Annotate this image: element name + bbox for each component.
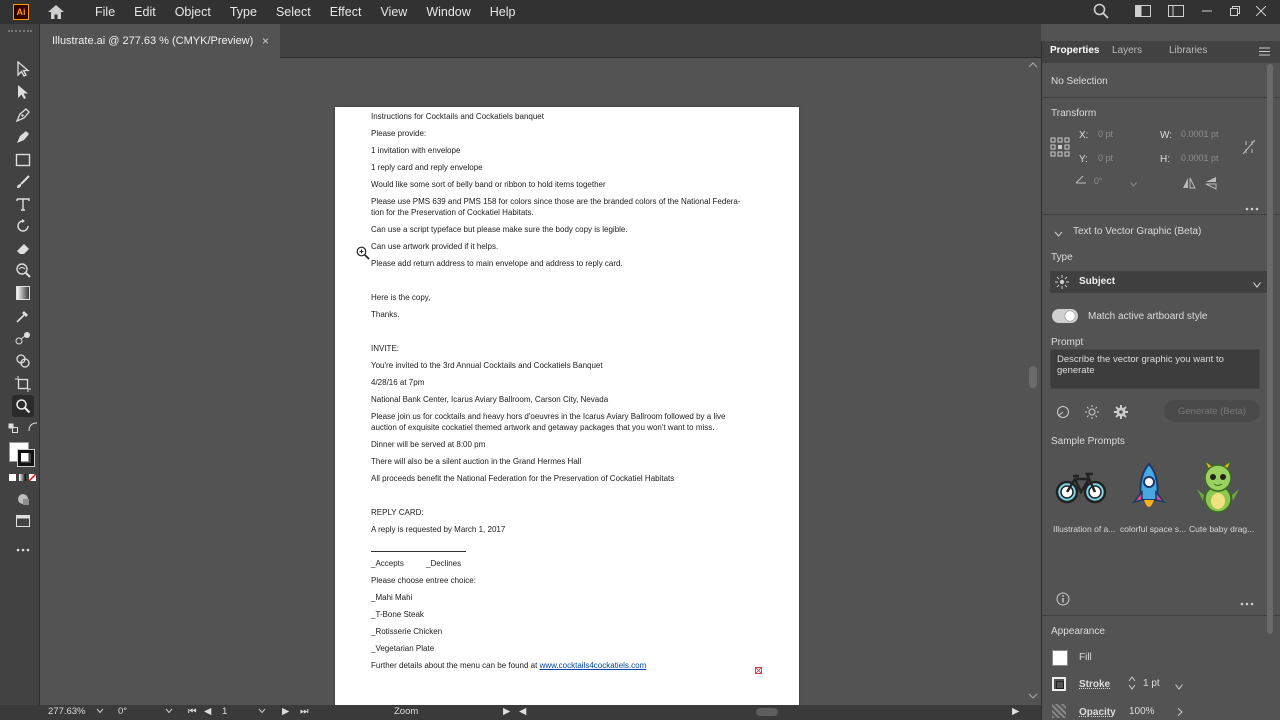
y-label: Y: xyxy=(1079,154,1088,165)
search-icon[interactable] xyxy=(1093,3,1109,22)
h-field[interactable]: 0.0001 pt xyxy=(1181,153,1219,163)
sample-prompt-bicycle[interactable] xyxy=(1053,461,1109,517)
pen-tool-icon[interactable] xyxy=(12,104,34,126)
scroll-right-arrow-icon[interactable]: ▶ xyxy=(1012,706,1020,717)
menu-window[interactable]: Window xyxy=(426,5,471,19)
effects-icon[interactable] xyxy=(1084,404,1100,423)
doc-line: Can use a script typeface but please make sure the body copy is legible. xyxy=(371,225,628,234)
minimize-icon[interactable] xyxy=(1202,6,1212,19)
fill-swatch[interactable] xyxy=(1052,650,1068,666)
stroke-swatch[interactable] xyxy=(1052,677,1066,691)
canvas[interactable] xyxy=(40,58,1026,705)
toggle-knob xyxy=(1065,311,1075,321)
opacity-label[interactable]: Opacity xyxy=(1079,707,1116,718)
gradient-mode-icon[interactable] xyxy=(19,474,26,481)
chevron-down-icon[interactable] xyxy=(165,706,173,717)
subject-icon xyxy=(1055,275,1069,292)
doc-line: National Bank Center, Icarus Aviary Ballroom, Carson City, Nevada xyxy=(371,395,609,404)
stroke-swatch-inner xyxy=(1056,681,1064,689)
prompt-label: Prompt xyxy=(1051,337,1084,348)
stroke-stepper-icon[interactable] xyxy=(1128,676,1136,693)
info-icon[interactable] xyxy=(1056,592,1070,609)
sample-prompt-rocket[interactable] xyxy=(1121,461,1177,517)
generate-button[interactable] xyxy=(1164,400,1260,422)
fill-label: Fill xyxy=(1079,652,1092,663)
match-style-label: Match active artboard style xyxy=(1088,311,1208,322)
menu-type[interactable]: Type xyxy=(229,5,257,19)
doc-line: Please provide: xyxy=(371,129,427,138)
prompt-input[interactable]: Describe the vector graphic you want to generate xyxy=(1050,349,1260,389)
menu-bar xyxy=(0,0,1280,24)
doc-line: There will also be a silent auction in the Grand Hermes Hall xyxy=(371,457,582,466)
home-icon[interactable] xyxy=(45,3,67,21)
zoom-level[interactable]: 277.63% xyxy=(48,706,86,717)
doc-line: 1 invitation with envelope xyxy=(371,146,461,155)
panel-scrollbar[interactable] xyxy=(1266,64,1274,634)
direct-selection-tool-icon[interactable] xyxy=(12,81,34,103)
document-tab-title: Illustrate.ai @ 277.63 % (CMYK/Preview) xyxy=(52,35,254,47)
chevron-down-icon[interactable] xyxy=(96,706,104,717)
tools-panel xyxy=(0,24,40,705)
none-mode-icon[interactable] xyxy=(29,474,36,481)
type-value: Subject xyxy=(1079,276,1116,287)
sample-prompt-dragon[interactable] xyxy=(1190,461,1246,517)
doc-line: All proceeds benefit the National Federation for the Preservation of Cockatiel Habitats xyxy=(371,474,675,483)
menu-select[interactable]: Select xyxy=(275,5,311,19)
t2v-title[interactable]: Text to Vector Graphic (Beta) xyxy=(1073,226,1202,237)
doc-line: Thanks. xyxy=(371,310,400,319)
type-tool-icon[interactable] xyxy=(12,193,34,215)
doc-line: Please join us for cocktails and heavy hors d'oeuvres in the Icarus Aviary Ballroom followed by a live xyxy=(371,412,726,421)
doc-line: You're invited to the 3rd Annual Cocktails and Cockatiels Banquet xyxy=(371,361,603,370)
eyedropper-tool-icon[interactable] xyxy=(12,305,34,327)
arrange-documents-icon[interactable] xyxy=(1135,5,1151,20)
opacity-value[interactable]: 100% xyxy=(1129,706,1155,717)
screen-mode-icon[interactable] xyxy=(12,510,34,532)
doc-line: Would like some sort of belly band or ribbon to hold items together xyxy=(371,180,606,189)
reference-point-icon[interactable] xyxy=(1050,137,1070,160)
collapse-chevron-icon[interactable] xyxy=(1054,228,1063,240)
doc-line: _T-Bone Steak xyxy=(371,610,424,619)
properties-panel xyxy=(1041,41,1280,720)
document-tab-close-icon[interactable]: × xyxy=(262,34,270,48)
h-label: H: xyxy=(1160,154,1170,165)
shape-builder-tool-icon[interactable] xyxy=(12,350,34,372)
sample-caption: colorful space s... xyxy=(1120,524,1187,534)
style-picker-icon[interactable] xyxy=(1055,404,1071,423)
doc-line-text: Further details about the menu can be found at xyxy=(371,661,540,670)
rotation-angle[interactable]: 0° xyxy=(118,706,128,717)
opacity-icon xyxy=(1052,704,1066,718)
eraser-tool-icon[interactable] xyxy=(12,237,34,259)
first-artboard-icon[interactable]: ⏮ xyxy=(188,706,197,717)
y-field[interactable]: 0 pt xyxy=(1098,153,1114,163)
dragon-icon xyxy=(1195,461,1241,518)
doc-line: auction of exquisite cockatiel themed artwork and getaway packages that you won't want to miss. xyxy=(371,423,715,432)
sample-caption: Illustration of a... xyxy=(1053,524,1116,534)
w-field[interactable]: 0.0001 pt xyxy=(1181,129,1219,139)
doc-line: Here is the copy, xyxy=(371,293,431,302)
blend-tool-icon[interactable] xyxy=(12,327,34,349)
menu-object[interactable]: Object xyxy=(174,5,211,19)
doc-line: Please choose entree choice: xyxy=(371,576,476,585)
menu-edit[interactable]: Edit xyxy=(134,5,156,19)
menu-help[interactable]: Help xyxy=(489,5,516,19)
sample-caption: Cute baby drag... xyxy=(1189,524,1255,534)
gradient-tool-icon[interactable] xyxy=(12,282,34,304)
menu-view[interactable]: View xyxy=(380,5,408,19)
divider xyxy=(1042,615,1280,616)
rectangle-tool-icon[interactable] xyxy=(12,149,34,171)
doc-line: 1 reply card and reply envelope xyxy=(371,163,483,172)
doc-line: Can use artwork provided if it helps. xyxy=(371,242,499,251)
menu-effect[interactable]: Effect xyxy=(329,5,362,19)
swap-fill-stroke-icon[interactable] xyxy=(8,423,18,436)
doc-line: REPLY CARD: xyxy=(371,508,424,517)
signature-line xyxy=(371,551,466,552)
divider xyxy=(1042,214,1280,215)
match-style-toggle[interactable] xyxy=(1052,309,1078,323)
transform-title: Transform xyxy=(1051,108,1097,119)
constrain-proportions-icon[interactable] xyxy=(1242,139,1256,158)
warp-tool-icon[interactable] xyxy=(12,259,34,281)
prev-artboard-icon[interactable]: ◀ xyxy=(204,706,212,717)
settings-gear-icon[interactable] xyxy=(1113,404,1129,423)
more-tools-icon[interactable] xyxy=(12,539,34,561)
document-tab-bar xyxy=(40,24,1041,58)
selection-tool-icon[interactable] xyxy=(12,58,34,80)
app-logo: Ai xyxy=(13,4,29,20)
doc-line: _Accepts xyxy=(371,559,404,568)
doc-line: tion for the Preservation of Cockatiel Habitats. xyxy=(371,208,534,217)
menu-link[interactable]: www.cocktails4cockatiels.com xyxy=(539,661,647,670)
toolbar-grip[interactable] xyxy=(8,30,32,32)
zoom-tool-icon[interactable] xyxy=(12,395,34,417)
stroke-label[interactable]: Stroke xyxy=(1079,679,1111,690)
last-artboard-icon[interactable]: ⏭ xyxy=(300,706,309,717)
generate-label: Generate (Beta) xyxy=(1177,405,1247,417)
rocket-icon xyxy=(1129,462,1169,517)
artboard-number[interactable]: 1 xyxy=(222,706,228,717)
doc-line: Instructions for Cocktails and Cockatiels banquet xyxy=(371,112,544,121)
panel-tabs xyxy=(1042,41,1280,63)
doc-line: _Vegetarian Plate xyxy=(371,644,435,653)
panel-menu-icon[interactable] xyxy=(1259,47,1270,59)
angle-field[interactable]: 0° xyxy=(1094,176,1103,186)
close-window-icon[interactable] xyxy=(1256,6,1266,19)
doc-line: _Mahi Mahi xyxy=(371,593,413,602)
chevron-down-icon[interactable] xyxy=(258,706,266,717)
doc-line: A reply is requested by March 1, 2017 xyxy=(371,525,506,534)
status-bar xyxy=(0,705,1041,720)
artboard[interactable] xyxy=(335,107,799,707)
artboard-tool-icon[interactable] xyxy=(12,373,34,395)
scroll-thumb[interactable] xyxy=(1029,366,1037,388)
doc-line xyxy=(371,661,646,671)
w-label: W: xyxy=(1160,130,1173,141)
scroll-left-arrow-icon[interactable]: ◀ xyxy=(519,706,527,717)
doc-line: _Declines xyxy=(426,559,462,568)
workspace-switcher-icon[interactable] xyxy=(1168,5,1184,20)
doc-line: INVITE: xyxy=(371,344,400,353)
stroke-color-swatch[interactable] xyxy=(18,450,34,466)
menu-file[interactable]: File xyxy=(95,5,116,19)
zoom-cursor-icon xyxy=(356,246,370,263)
doc-line: _Rotisserie Chicken xyxy=(371,627,443,636)
chevron-down-icon[interactable] xyxy=(1130,178,1137,190)
scroll-down-arrow-icon[interactable] xyxy=(1028,690,1038,702)
stroke-weight[interactable]: 1 pt xyxy=(1143,678,1160,689)
more-options-icon[interactable] xyxy=(1245,202,1259,214)
flip-horizontal-icon[interactable] xyxy=(1182,177,1196,192)
paintbrush-tool-icon[interactable] xyxy=(12,171,34,193)
flip-vertical-icon[interactable] xyxy=(1205,176,1217,193)
doc-line: Please add return address to main envelope and address to reply card. xyxy=(371,259,623,268)
curvature-tool-icon[interactable] xyxy=(12,126,34,148)
color-mode-icon[interactable] xyxy=(9,474,16,481)
more-options-icon[interactable] xyxy=(1240,597,1254,609)
doc-line: 4/28/16 at 7pm xyxy=(371,378,425,387)
overflow-marker-icon[interactable] xyxy=(755,667,762,674)
draw-mode-icon[interactable] xyxy=(12,488,34,510)
rotate-tool-icon[interactable] xyxy=(12,215,34,237)
type-label: Type xyxy=(1051,252,1073,263)
horizontal-scroll-thumb[interactable] xyxy=(756,708,778,716)
divider xyxy=(1042,97,1280,98)
chevron-down-icon[interactable] xyxy=(1175,681,1183,693)
status-menu-arrow-icon[interactable]: ▶ xyxy=(503,706,511,717)
doc-line: Dinner will be served at 8:00 pm xyxy=(371,440,486,449)
selection-status: No Selection xyxy=(1051,76,1108,87)
x-field[interactable]: 0 pt xyxy=(1098,129,1114,139)
chevron-down-icon xyxy=(1253,279,1261,291)
chevron-right-icon[interactable] xyxy=(1177,707,1183,719)
color-mode-buttons[interactable] xyxy=(9,474,36,481)
appearance-title: Appearance xyxy=(1051,626,1105,637)
tab-libraries[interactable]: Libraries xyxy=(1169,45,1208,56)
restore-icon[interactable] xyxy=(1230,6,1240,19)
scroll-up-arrow-icon[interactable] xyxy=(1028,59,1038,71)
panel-scroll-thumb[interactable] xyxy=(1267,64,1273,634)
document-tab[interactable] xyxy=(40,24,280,58)
doc-line: Please use PMS 639 and PMS 158 for colors since those are the branded colors of the National Federa- xyxy=(371,197,741,206)
tab-properties[interactable]: Properties xyxy=(1050,45,1100,56)
swap-arrow-icon[interactable] xyxy=(28,422,38,435)
current-tool-label: Zoom xyxy=(394,706,419,717)
canvas-vertical-scrollbar[interactable] xyxy=(1026,58,1040,705)
sample-prompts-title: Sample Prompts xyxy=(1051,436,1125,447)
type-dropdown[interactable] xyxy=(1050,271,1268,293)
next-artboard-icon[interactable]: ▶ xyxy=(282,706,290,717)
rotate-angle-icon xyxy=(1075,174,1087,187)
tab-layers[interactable]: Layers xyxy=(1112,45,1143,56)
x-label: X: xyxy=(1079,130,1089,141)
bicycle-icon xyxy=(1055,471,1107,508)
